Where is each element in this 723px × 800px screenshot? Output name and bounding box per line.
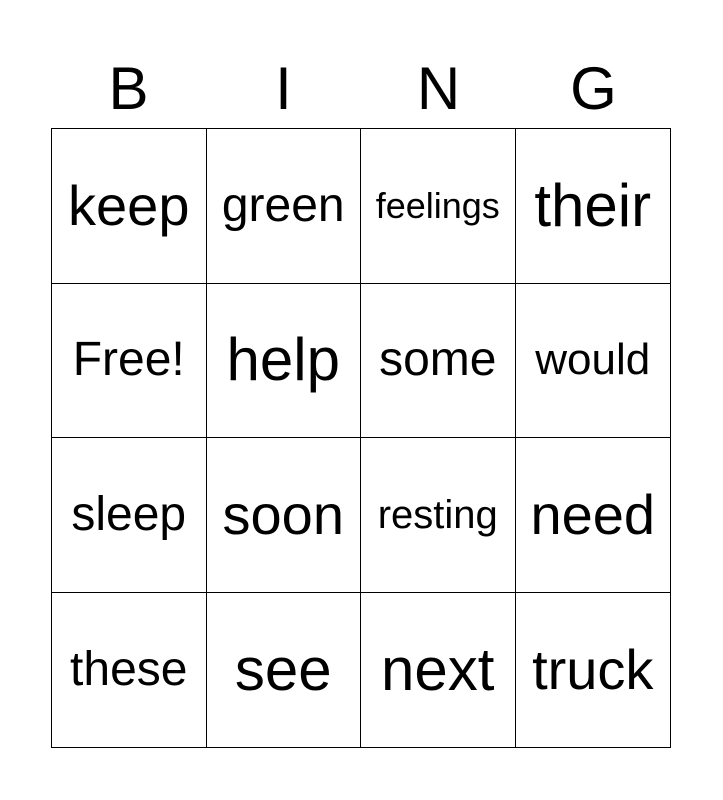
bingo-cell: need bbox=[516, 438, 671, 593]
bingo-cell: green bbox=[207, 129, 362, 284]
bingo-cell: next bbox=[361, 593, 516, 748]
bingo-cell: resting bbox=[361, 438, 516, 593]
free-space-cell: Free! bbox=[52, 284, 207, 439]
bingo-header bbox=[51, 50, 671, 128]
header-letter-b: B bbox=[108, 55, 149, 122]
header-letter-i: I bbox=[275, 55, 292, 122]
header-letter-n: N bbox=[416, 55, 461, 122]
bingo-cell: soon bbox=[207, 438, 362, 593]
bingo-cell: truck bbox=[532, 637, 654, 701]
bingo-cell: feelings bbox=[361, 129, 516, 284]
bingo-cell: some bbox=[361, 284, 516, 439]
bingo-cell: would bbox=[516, 284, 671, 439]
bingo-cell: see bbox=[207, 593, 362, 748]
bingo-cell: help bbox=[207, 284, 362, 439]
header-letter-g: G bbox=[570, 55, 617, 122]
bingo-cell: sleep bbox=[52, 438, 207, 593]
bingo-cell: keep bbox=[52, 129, 207, 284]
bingo-card-grid bbox=[51, 128, 671, 748]
bingo-cell: these bbox=[52, 593, 207, 748]
bingo-cell: their bbox=[516, 129, 671, 284]
